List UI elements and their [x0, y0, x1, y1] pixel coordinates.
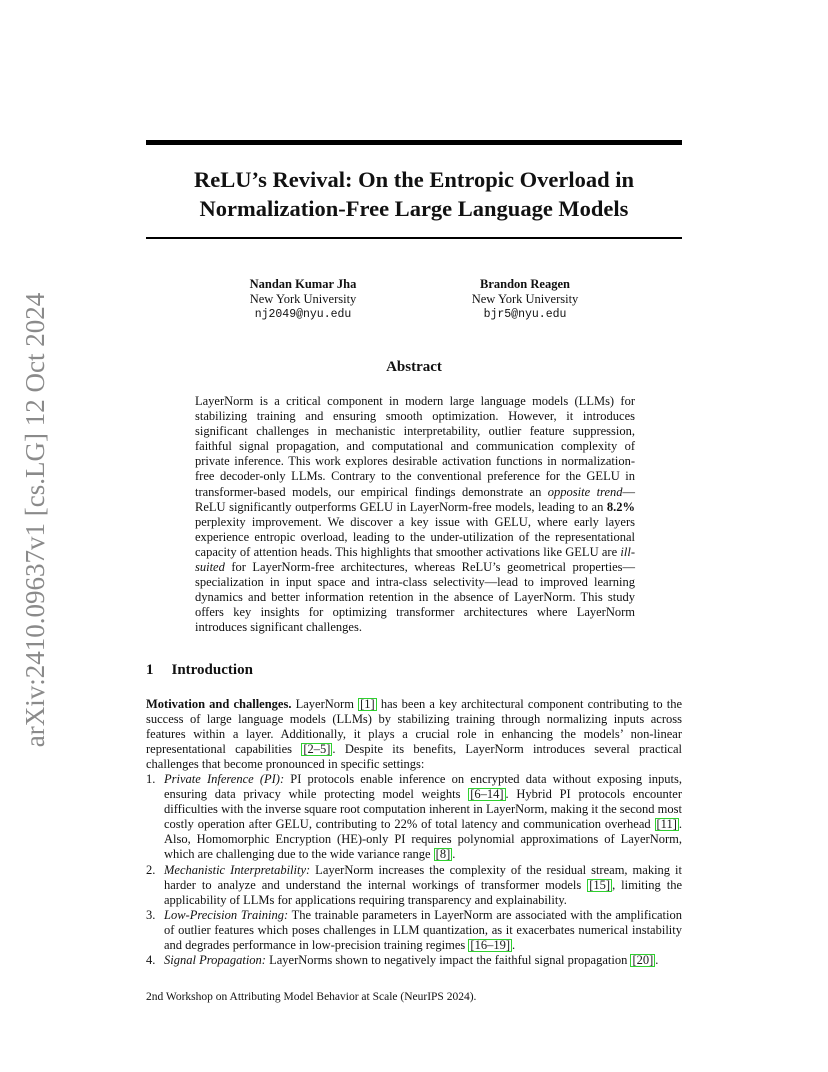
abstract-span: for LayerNorm-free architectures, whereas ReLU’s geometrical properties—specialization in input space and intra-class selectivity—lead to improved learning dynamics and better information retention in the absence of LayerNorm. This study offers key insights for optimizing transformer architectures where LayerNorm introduces significant challenges. — [195, 560, 635, 635]
list-item-text: LayerNorm increases the complexity of the residual stream, making it harder to analyze and understand the internal workings of transformer models — [164, 862, 682, 892]
intro-span: has been a key architectural component contributing to the success of large language models (LLMs) by stabilizing training through normalizing inputs across features within a layer. Additionally, it plays a crucial role in enhancing the models’ non-linear representational capabilities — [146, 697, 682, 757]
list-item-text: . Also, Homomorphic Encryption (HE)-only PI requires polynomial approximations of LayerNorm, which are challenging due to the wide variance range — [164, 817, 682, 862]
abstract-text — [195, 394, 635, 636]
author-block — [425, 277, 625, 322]
list-item-title: Private Inference (PI): — [164, 772, 285, 786]
intro-span: LayerNorm — [291, 697, 359, 711]
paper-title — [146, 165, 682, 223]
abstract-span: —ReLU significantly outperforms GELU in LayerNorm-free models, leading to an — [195, 484, 636, 514]
abstract-emphasis: ill-suited — [195, 544, 635, 575]
list-item — [146, 863, 682, 908]
title-bottom-rule — [146, 237, 682, 239]
citation-link[interactable]: [1] — [360, 697, 375, 711]
list-number: 4. — [146, 953, 156, 968]
author-name: Nandan Kumar Jha — [249, 277, 357, 291]
arxiv-sidebar-stamp: arXiv:2410.09637v1 [cs.LG] 12 Oct 2024 — [20, 292, 50, 748]
list-item-text: . — [655, 953, 659, 968]
list-item-text: PI protocols enable inference on encrypted data without exposing inputs, ensuring data privacy while protecting model weights — [164, 772, 683, 802]
list-number: 3. — [146, 907, 156, 922]
list-item-title: Signal Propagation: — [164, 953, 266, 968]
citation-link[interactable]: [2–5] — [303, 742, 331, 757]
citation-link[interactable]: [20] — [632, 953, 654, 968]
author-name: Brandon Reagen — [480, 277, 570, 291]
author-email: bjr5@nyu.edu — [483, 308, 567, 321]
list-item — [146, 908, 682, 953]
title-top-rule — [146, 140, 682, 145]
list-item-text: The trainable parameters in LayerNorm are associated with the amplification of outlier features which poses challenges in LLM quantization, as it exacerbates numerical instability and degrades performance in low-precision training regimes — [164, 907, 682, 953]
title-line-2: Normalization-Free Large Language Models — [199, 196, 629, 221]
list-item-title: Mechanistic Interpretability: — [164, 862, 311, 877]
abstract-heading: Abstract — [386, 359, 442, 375]
citation-link[interactable]: [16–19] — [470, 938, 510, 953]
citation-link[interactable]: [11] — [656, 817, 677, 832]
author-affiliation: New York University — [249, 292, 357, 306]
section-title: Introduction — [171, 662, 253, 678]
challenges-list — [146, 772, 682, 968]
title-line-1: ReLU’s Revival: On the Entropic Overload in — [194, 167, 634, 192]
section-number: 1 — [146, 662, 154, 678]
author-block — [203, 277, 403, 322]
list-number: 1. — [146, 772, 156, 786]
list-item-text: . — [452, 847, 456, 862]
abstract-bold: 8.2% — [606, 499, 635, 514]
abstract-span: perplexity improvement. We discover a key issue with GELU, where early layers experience entropic overload, leading to the under-utilization of the representational capacity of attention heads. This highlights that smoother activations like GELU are — [195, 514, 635, 559]
list-item-text: LayerNorms shown to negatively impact the faithful signal propagation — [265, 953, 631, 968]
list-item-text: . — [511, 938, 516, 953]
author-email: nj2049@nyu.edu — [254, 308, 352, 321]
list-item — [146, 953, 682, 968]
abstract-span: LayerNorm is a critical component in modern large language models (LLMs) for stabilizing training and ensuring smooth optimization. However, it introduces significant challenges in mechanistic interpretability, outlier feature suppression, faithful signal propagation, and computational and communication complexity of private inference. This work explores desirable activation functions in normalization-free decoder-only LLMs. Contrary to the conventional preference for the GELU in transformer-based models, our empirical findings demonstrate an — [195, 394, 635, 499]
list-item-text: . Hybrid PI protocols encounter difficulties with the inverse square root computation inherent in LayerNorm, making it the second most costly operation after GELU, contributing to 22% of total latency and communication overhead — [164, 787, 682, 832]
list-number: 2. — [146, 862, 156, 877]
paragraph-lead: Motivation and challenges. — [146, 697, 292, 711]
list-item-title: Low-Precision Training: — [164, 907, 289, 922]
abstract-emphasis: opposite trend — [547, 484, 623, 499]
intro-span: . Despite its benefits, LayerNorm introduces several practical challenges that become pronounced in specific settings: — [146, 742, 683, 772]
list-item-text: , limiting the applicability of LLMs for applications requiring transparency and explainability. — [164, 877, 682, 907]
citation-link[interactable]: [8] — [435, 847, 451, 862]
citation-link[interactable]: [6–14] — [470, 787, 504, 802]
author-affiliation: New York University — [471, 292, 579, 306]
intro-paragraph — [146, 697, 682, 772]
list-item — [146, 772, 682, 863]
section-heading — [146, 662, 253, 679]
page-footnote: 2nd Workshop on Attributing Model Behavior at Scale (NeurIPS 2024). — [146, 991, 477, 1003]
citation-link[interactable]: [15] — [589, 877, 611, 892]
